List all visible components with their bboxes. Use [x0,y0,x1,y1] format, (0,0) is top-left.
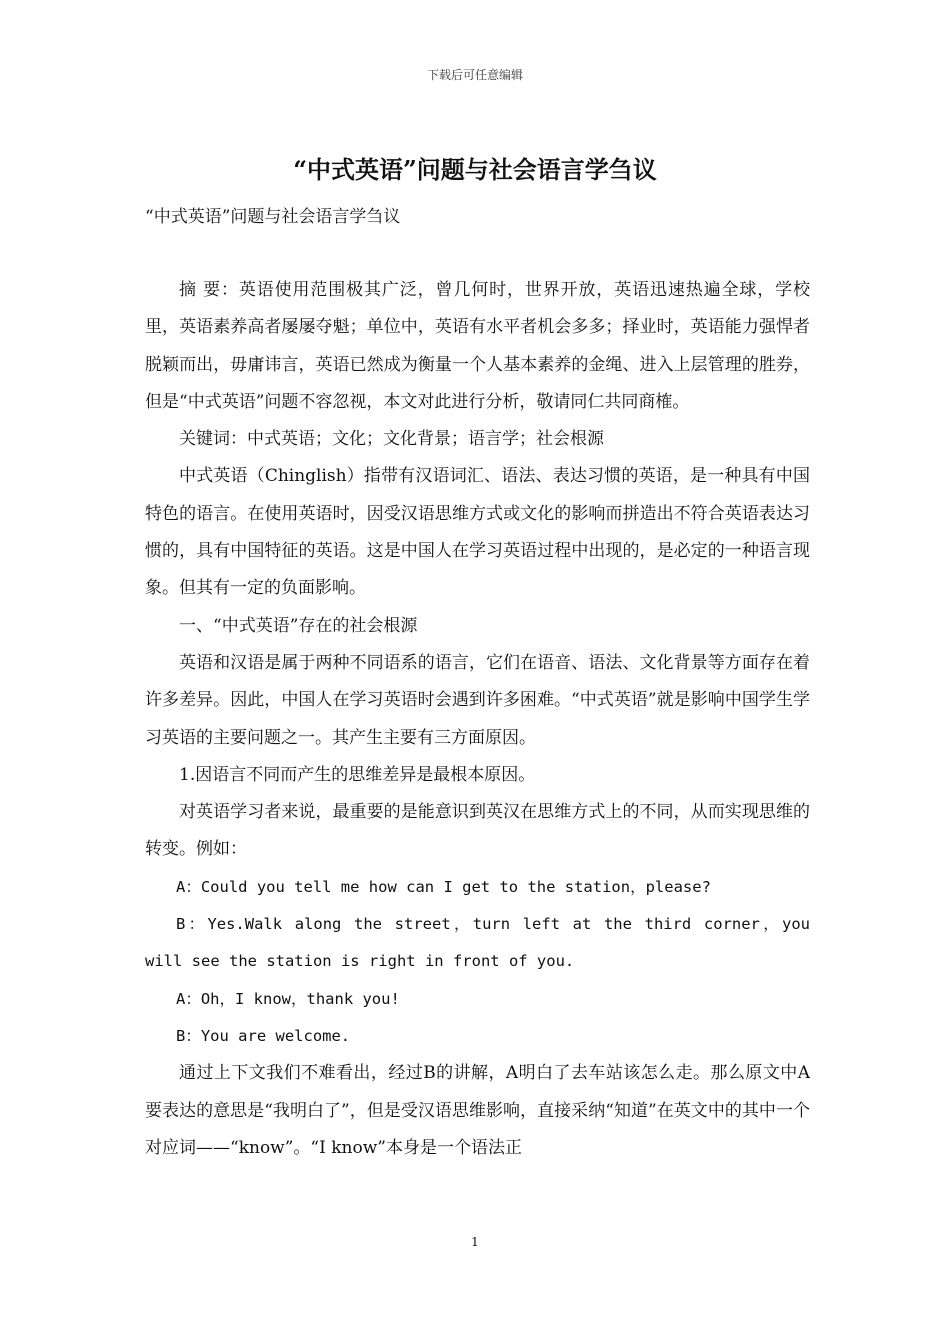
body-paragraph: 通过上下文我们不难看出，经过B的讲解，A明白了去车站该怎么走。那么原文中A要表达的意思是“我明白了”，但是受汉语思维影响，直接采纳“知道”在英文中的其中一个对应词——“know”。“I know”本身是一个语法正 [145,1063,810,1158]
subsection-heading: 1.因语言不同而产生的思维差异是最根本原因。 [179,764,536,785]
dialogue-line: A：Could you tell me how can I get to the station，please? [176,877,711,896]
page-header-note: 下载后可任意编辑 [426,68,523,82]
dialogue-line: A：Oh，I know，thank you! [176,989,400,1008]
keywords-paragraph: 关键词：中式英语；文化；文化背景；语言学；社会根源 [179,429,604,450]
document-title: “中式英语”问题与社会语言学刍议 [293,155,657,184]
document-subtitle: “中式英语”问题与社会语言学刍议 [145,207,401,227]
section-heading: 一、“中式英语”存在的社会根源 [179,615,418,636]
dialogue-line: B：You are welcome. [176,1026,351,1045]
document-body [145,272,810,1167]
body-paragraph: 英语和汉语是属于两种不同语系的语言，它们在语音、语法、文化背景等方面存在着许多差异。因此，中国人在学习英语时会遇到许多困难。“中式英语”就是影响中国学生学习英语的主要问题之一。其产生主要有三方面原因。 [145,652,810,748]
body-paragraph: 对英语学习者来说，最重要的是能意识到英汉在思维方式上的不同，从而实现思维的转变。例如： [145,802,810,860]
abstract-paragraph: 摘 要：英语使用范围极其广泛，曾几何时，世界开放，英语迅速热遍全球，学校里，英语素养高者屡屡夺魁；单位中，英语有水平者机会多多；择业时，英语能力强悍者脱颖而出，毋庸讳言，英语已然成为衡量一个人基本素养的金绳、进入上层管理的胜券，但是“中式英语”问题不容忽视，本文对此进行分析，敬请同仁共同商榷。 [145,280,810,412]
body-paragraph: 中式英语（Chinglish）指带有汉语词汇、语法、表达习惯的英语，是一种具有中国特色的语言。在使用英语时，因受汉语思维方式或文化的影响而拼造出不符合英语表达习惯的，具有中国特征的英语。这是中国人在学习英语过程中出现的，是必定的一种语言现象。但其有一定的负面影响。 [145,466,810,599]
page-number: 1 [471,1235,479,1249]
dialogue-line: B：Yes.Walk along the street，turn left at the third corner，you will see the station is right in front of you. [145,915,810,971]
